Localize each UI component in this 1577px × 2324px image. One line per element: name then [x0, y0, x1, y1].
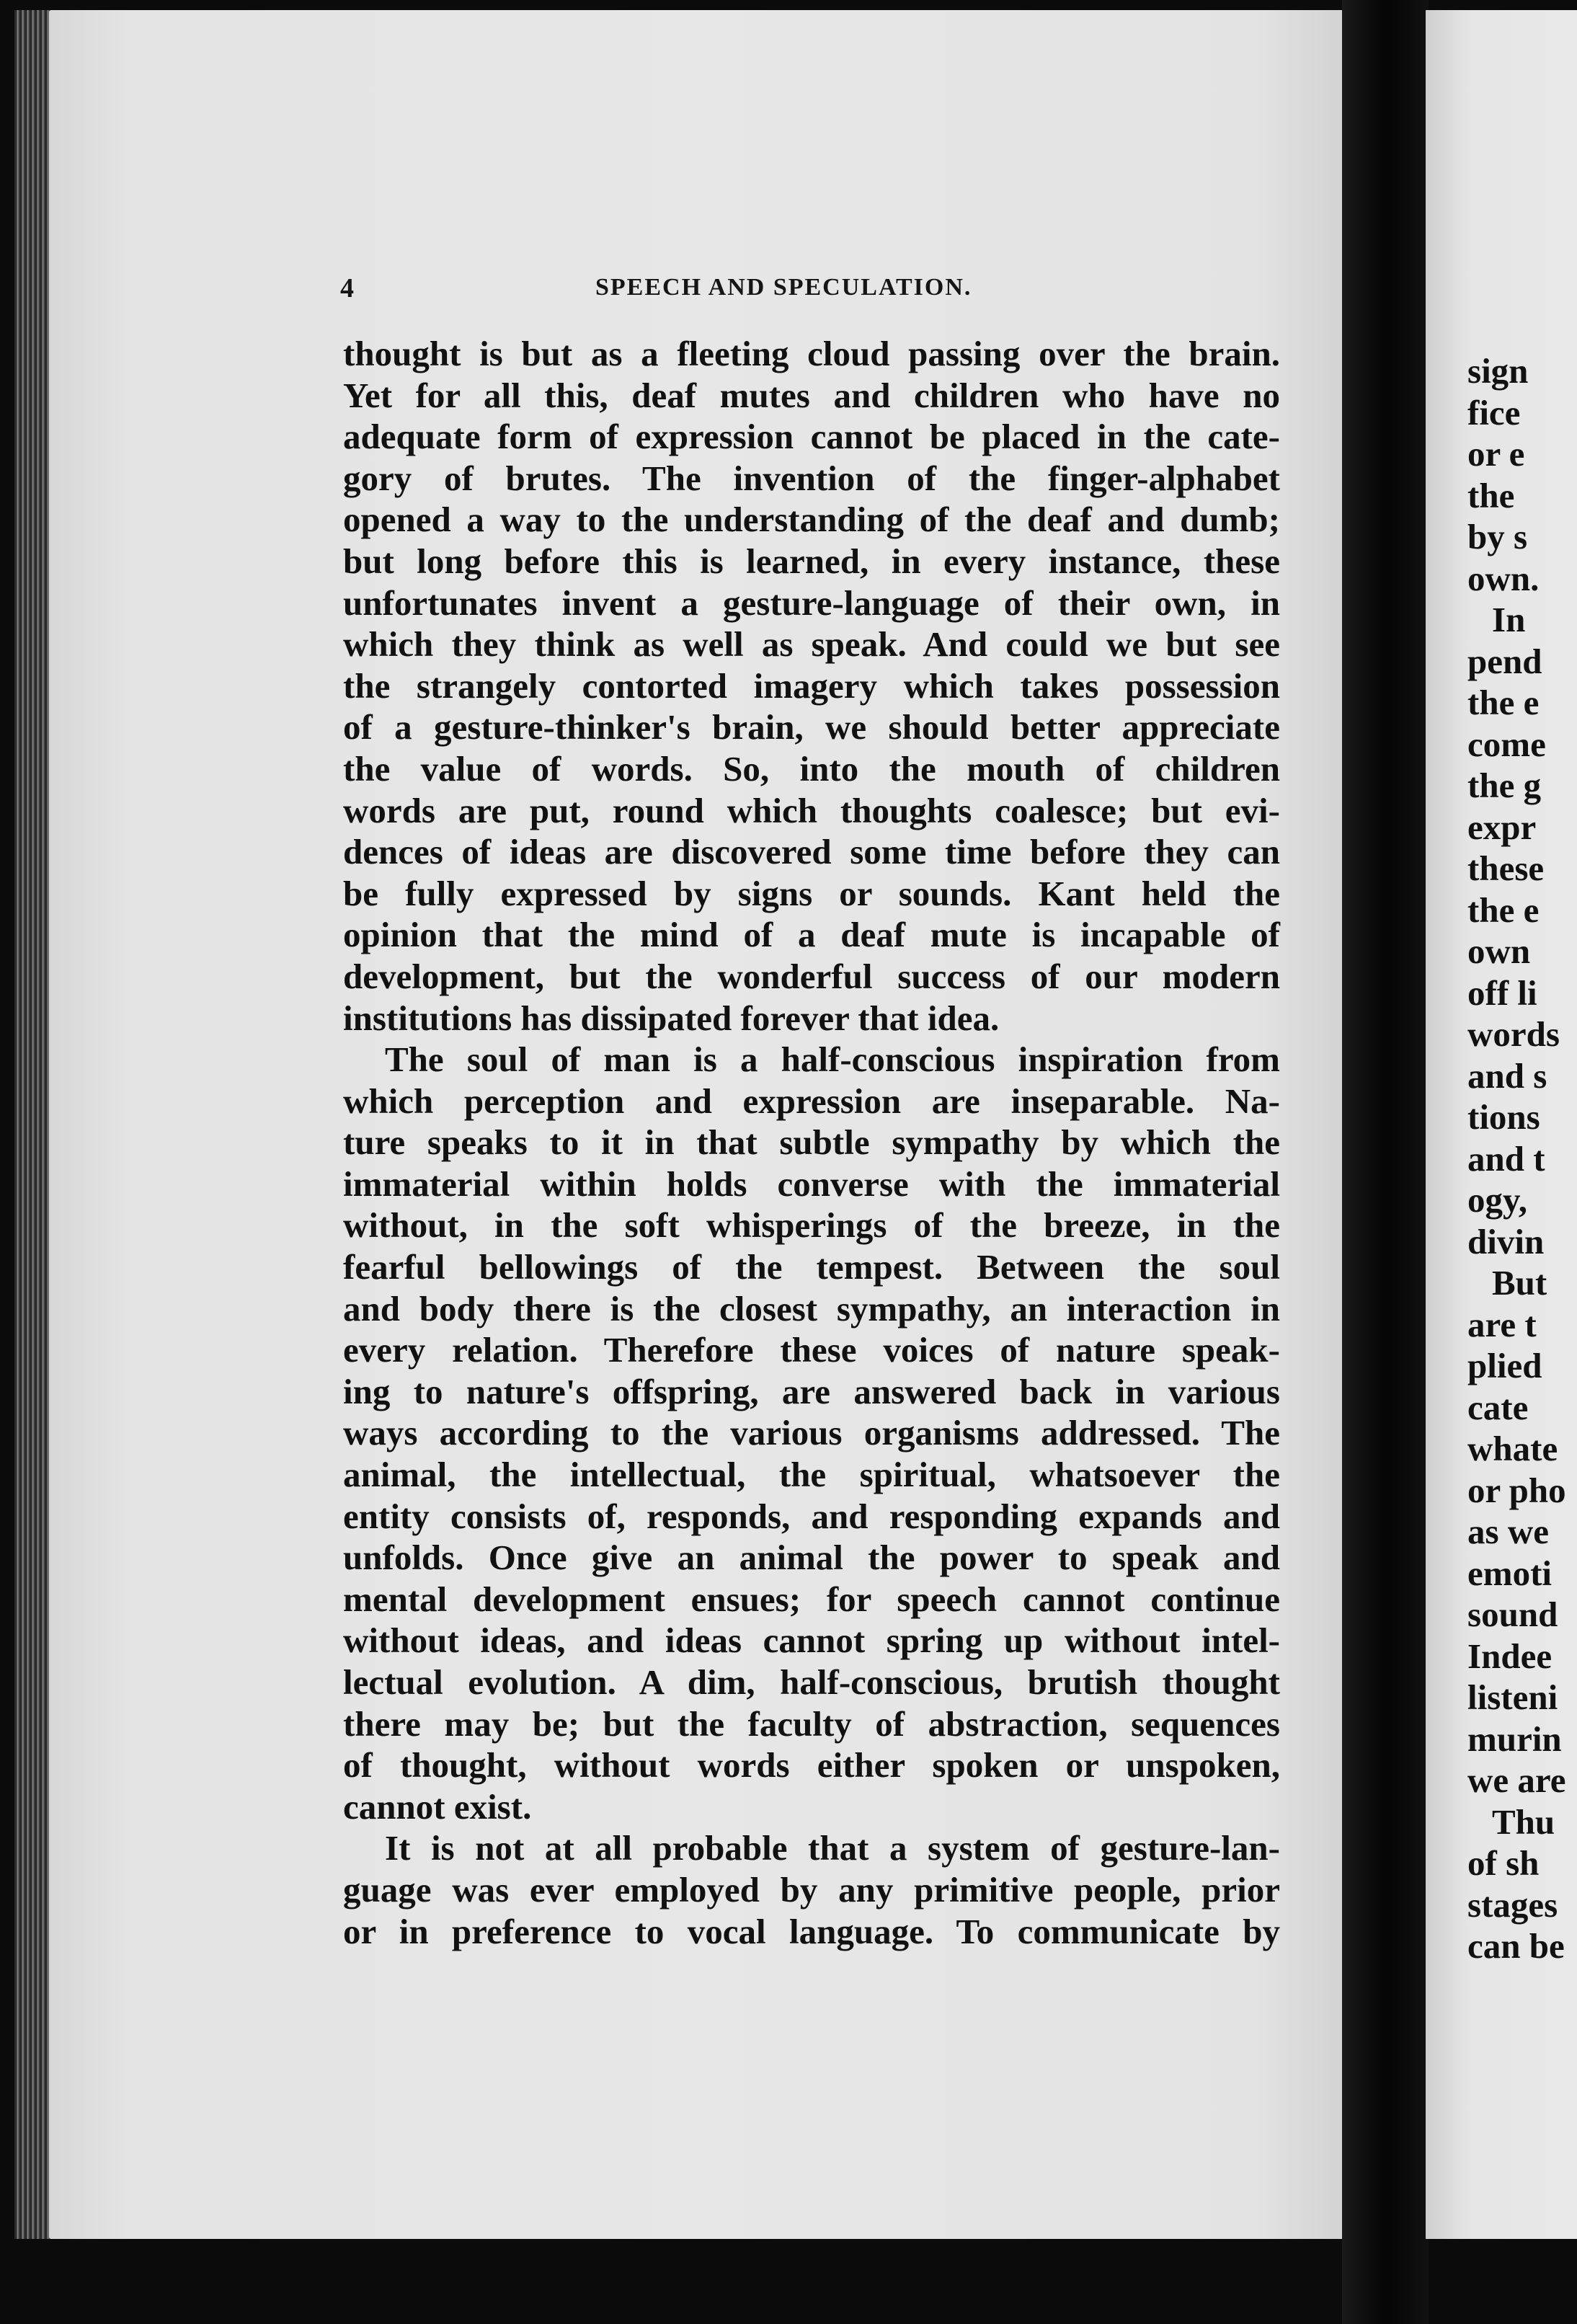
right-text-fragment: Indee: [1467, 1636, 1552, 1676]
text-line: guage was ever employed by any primitive people, prior: [343, 1869, 1280, 1910]
text-line: ing to nature's offspring, are answered back in various: [343, 1371, 1280, 1411]
right-text-fragment: as we: [1467, 1512, 1549, 1551]
text-line: of a gesture-thinker's brain, we should better appreciate: [343, 707, 1280, 748]
right-text-fragment: Thu: [1492, 1801, 1555, 1842]
page-number: 4: [340, 273, 354, 303]
text-line: adequate form of expression cannot be placed in the cate-: [343, 417, 1280, 457]
text-line: which perception and expression are inseparable. Na-: [343, 1081, 1280, 1121]
paragraph-start: It is not at all probable that a system of gesture-lan-: [385, 1828, 1280, 1868]
text-line: of thought, without words either spoken or unspoken,: [343, 1745, 1280, 1786]
right-text-fragment: words: [1467, 1014, 1560, 1054]
text-line: the value of words. So, into the mouth of children: [343, 748, 1280, 789]
text-line: words are put, round which thoughts coalesce; but evi-: [343, 790, 1280, 830]
text-line: or in preference to vocal language. To communicate by: [343, 1911, 1280, 1951]
text-line: development, but the wonderful success of our modern: [343, 956, 1280, 996]
text-line: entity consists of, responds, and responding expands and: [343, 1496, 1280, 1536]
right-text-fragment: plied: [1467, 1346, 1542, 1385]
right-text-fragment: tions: [1467, 1097, 1540, 1137]
right-text-fragment: the e: [1467, 890, 1540, 930]
right-text-fragment: own.: [1467, 558, 1540, 598]
book-gutter: [1342, 0, 1429, 2324]
text-line: be fully expressed by signs or sounds. Kant held the: [343, 873, 1280, 913]
text-line: every relation. Therefore these voices of nature speak-: [343, 1330, 1280, 1370]
text-line: dences of ideas are discovered some time before they can: [343, 832, 1280, 872]
text-line: lectual evolution. A dim, half-conscious, brutish thought: [343, 1662, 1280, 1702]
right-text-fragment: we are: [1467, 1760, 1566, 1800]
right-page-text: [1467, 350, 1577, 1967]
right-text-fragment: whate: [1467, 1429, 1558, 1468]
text-line: thought is but as a fleeting cloud passing over the brain.: [343, 334, 1280, 373]
text-line: Yet for all this, deaf mutes and children who have no: [343, 375, 1280, 415]
text-line: ways according to the various organisms addressed. The: [343, 1413, 1280, 1453]
right-text-fragment: pend: [1467, 641, 1542, 681]
text-line: mental development ensues; for speech cannot continue: [343, 1579, 1280, 1619]
right-text-fragment: In: [1492, 600, 1526, 639]
right-text-fragment: or e: [1467, 434, 1525, 474]
page-edges: [14, 10, 52, 2239]
right-text-fragment: sign: [1467, 351, 1529, 391]
right-text-fragment: murin: [1467, 1718, 1562, 1759]
right-text-fragment: ogy,: [1467, 1180, 1528, 1220]
right-text-fragment: or pho: [1467, 1470, 1566, 1510]
text-line: opened a way to the understanding of the deaf and dumb;: [343, 500, 1280, 540]
right-text-fragment: come: [1467, 724, 1546, 764]
text-line: institutions has dissipated forever that idea.: [343, 998, 1000, 1038]
text-line: opinion that the mind of a deaf mute is incapable of: [343, 915, 1280, 955]
running-head: SPEECH AND SPECULATION.: [595, 274, 972, 301]
right-text-fragment: off li: [1467, 972, 1537, 1013]
text-line: fearful bellowings of the tempest. Between the soul: [343, 1247, 1280, 1287]
text-line: unfolds. Once give an animal the power to speak and: [343, 1538, 1280, 1578]
right-text-fragment: cate: [1467, 1387, 1529, 1427]
right-text-fragment: emoti: [1467, 1553, 1552, 1593]
right-text-fragment: by s: [1467, 517, 1528, 556]
text-line: immaterial within holds converse with the immaterial: [343, 1163, 1280, 1204]
text-line: the strangely contorted imagery which takes possession: [343, 665, 1280, 706]
right-text-fragment: fice: [1467, 392, 1521, 433]
right-text-fragment: But: [1492, 1263, 1547, 1303]
right-text-fragment: and t: [1467, 1138, 1545, 1179]
text-line: but long before this is learned, in every instance, these: [343, 541, 1280, 581]
text-line: and body there is the closest sympathy, an interaction in: [343, 1288, 1280, 1329]
body-text: [343, 333, 1280, 1952]
text-line: without, in the soft whisperings of the breeze, in the: [343, 1205, 1280, 1246]
right-text-fragment: of sh: [1467, 1843, 1540, 1883]
text-line: animal, the intellectual, the spiritual, whatsoever the: [343, 1455, 1280, 1495]
right-text-fragment: listeni: [1467, 1677, 1558, 1717]
right-text-fragment: the: [1467, 475, 1515, 515]
text-line: without ideas, and ideas cannot spring up without intel-: [343, 1620, 1280, 1661]
right-text-fragment: expr: [1467, 807, 1537, 847]
text-line: gory of brutes. The invention of the finger-alphabet: [343, 458, 1280, 498]
right-text-fragment: stages: [1467, 1884, 1558, 1925]
right-text-fragment: these: [1467, 848, 1545, 888]
text-line: ture speaks to it in that subtle sympathy by which the: [343, 1122, 1280, 1163]
text-line: there may be; but the faculty of abstraction, sequences: [343, 1703, 1280, 1744]
right-text-fragment: the e: [1467, 683, 1540, 722]
text-line: unfortunates invent a gesture-language of their own, in: [343, 582, 1280, 623]
right-text-fragment: divin: [1467, 1221, 1545, 1261]
right-text-fragment: and s: [1467, 1055, 1547, 1096]
paragraph-start: The soul of man is a half-conscious inspiration from: [385, 1039, 1280, 1080]
right-text-fragment: can be: [1467, 1926, 1565, 1966]
right-text-fragment: the g: [1467, 766, 1542, 805]
text-line: cannot exist.: [343, 1786, 532, 1827]
right-text-fragment: own: [1467, 931, 1531, 971]
right-text-fragment: sound: [1467, 1595, 1558, 1634]
right-text-fragment: are t: [1467, 1304, 1537, 1344]
text-line: which they think as well as speak. And could we but see: [343, 624, 1280, 665]
